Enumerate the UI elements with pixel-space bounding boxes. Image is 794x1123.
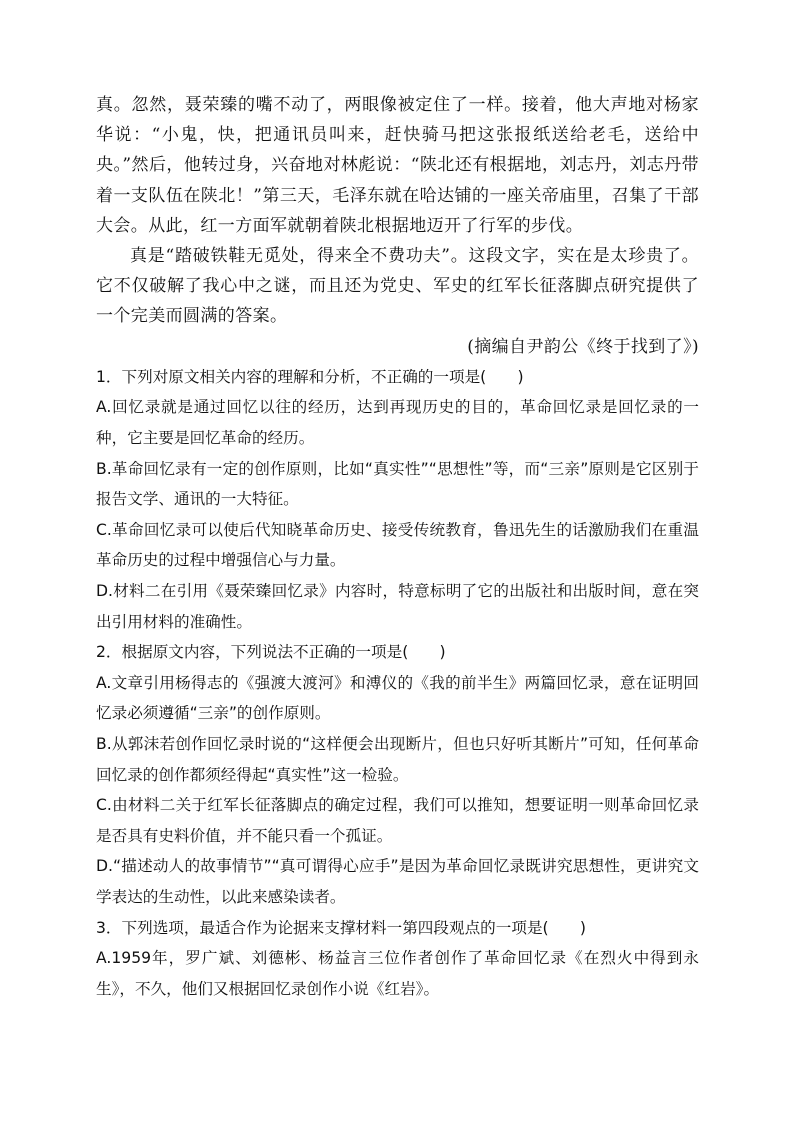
option-d: D.“描述动人的故事情节”“真可谓得心应手”是因为革命回忆录既讲究思想性，更讲究文学表达的生动性，以此来感染读者。 [96,857,699,906]
document-content [96,90,699,1004]
question-2 [96,637,699,912]
question-3 [96,913,699,1005]
question-stem: 2．根据原文内容，下列说法不正确的一项是( ) [96,643,446,662]
option-d: D.材料二在引用《聂荣臻回忆录》内容时，特意标明了它的出版社和出版时间，意在突出引用材料的准确性。 [96,581,699,631]
question-1 [96,362,699,637]
option-c: C.由材料二关于红军长征落脚点的确定过程，我们可以推知，想要证明一则革命回忆录是否具有史料价值，并不能只看一个孤证。 [96,796,699,845]
option-a: A.1959年，罗广斌、刘德彬、杨益言三位作者创作了革命回忆录《在烈火中得到永生》，不久，他们又根据回忆录创作小说《红岩》。 [96,949,699,998]
passage-paragraph-1: 真。忽然，聂荣臻的嘴不动了，两眼像被定住了一样。接着，他大声地对杨家华说：“小鬼，快，把通讯员叫来，赶快骑马把这张报纸送给老毛，送给中央。”然后，他转过身，兴奋地对林彪说：“陕北还有根据地，刘志丹，刘志丹带着一支队伍在陕北！”第三天，毛泽东就在哈达铺的一座关帝庙里，召集了干部大会。从此，红一方面军就朝着陕北根据地迈开了行军的步伐。 [96,95,699,236]
option-a: A.文章引用杨得志的《强渡大渡河》和溥仪的《我的前半生》两篇回忆录，意在证明回忆录必须遵循“三亲”的创作原则。 [96,673,699,723]
question-stem: 3．下列选项，最适合作为论据来支撑材料一第四段观点的一项是( ) [96,918,586,937]
passage-paragraph-2: 真是“踏破铁鞋无觅处，得来全不费功夫”。这段文字，实在是太珍贵了。它不仅破解了我心中之谜，而且还为党史、军史的红军长征落脚点研究提供了一个完美而圆满的答案。 [96,246,699,327]
passage-source: (摘编自尹韵公《终于找到了》) [467,336,699,357]
option-a: A.回忆录就是通过回忆以往的经历，达到再现历史的目的，革命回忆录是回忆录的一种，它主要是回忆革命的经历。 [96,398,699,448]
option-c: C.革命回忆录可以使后代知晓革命历史、接受传统教育，鲁迅先生的话激励我们在重温革命历史的过程中增强信心与力量。 [96,520,699,570]
question-stem: 1．下列对原文相关内容的理解和分析，不正确的一项是( ) [96,367,524,386]
option-b: B.从郭沫若创作回忆录时说的“这样便会出现断片，但也只好听其断片”可知，任何革命回忆录的创作都须经得起“真实性”这一检验。 [96,734,699,784]
option-b: B.革命回忆录有一定的创作原则，比如“真实性”“思想性”等，而“三亲”原则是它区别于报告文学、通讯的一大特征。 [96,459,699,509]
